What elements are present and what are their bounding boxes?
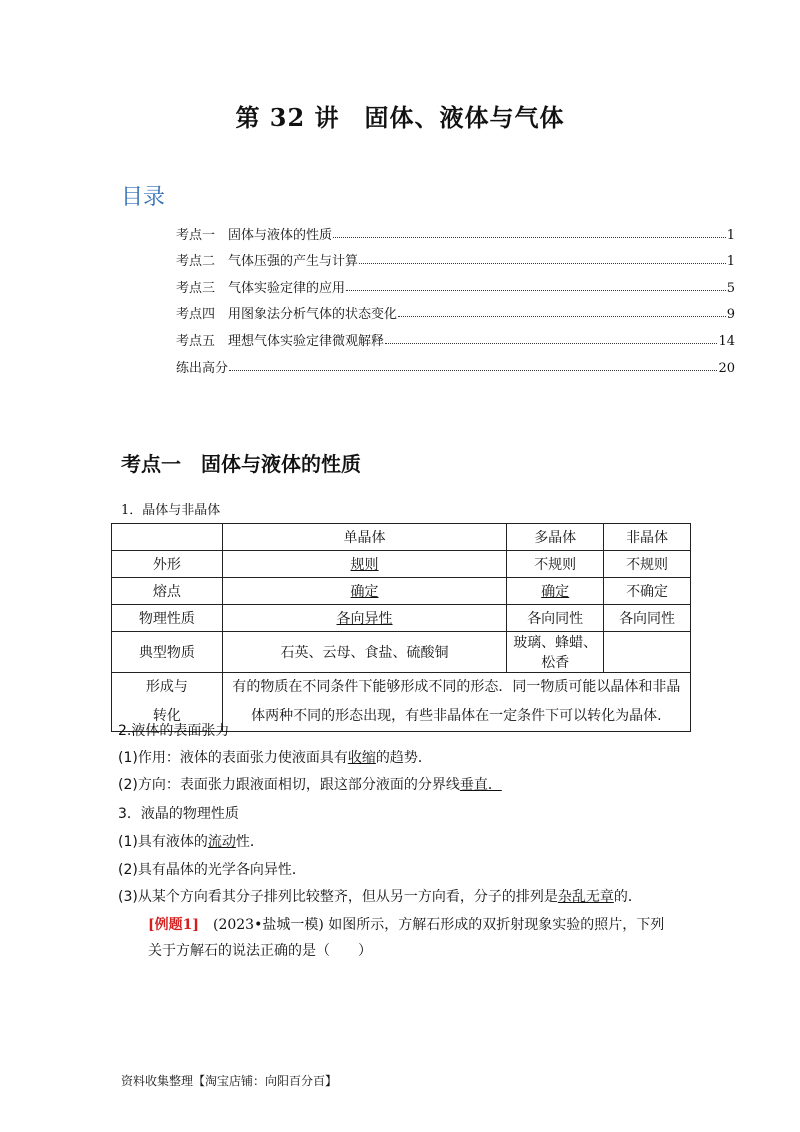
- table-cell: 典型物质: [112, 632, 223, 673]
- table-cell: 有的物质在不同条件下能够形成不同的形态．同一物质可能以晶体和非晶 体两种不同的形态出现，有些非晶体在一定条件下可以转化为晶体.: [222, 673, 690, 732]
- toc-item[interactable]: 考点五 理想气体实验定律微观解释 14: [176, 333, 735, 349]
- table-header-cell: [112, 524, 223, 551]
- table-cell: 玻璃、蜂蜡、松香: [507, 632, 604, 673]
- paragraph: (1)具有液体的流动性．: [118, 834, 264, 850]
- crystal-comparison-table: [111, 523, 691, 732]
- toc-item[interactable]: 考点二 气体压强的产生与计算 1: [176, 254, 735, 270]
- toc-item[interactable]: 考点一 固体与液体的性质 1: [176, 227, 735, 243]
- example-tag: [例题1]: [148, 917, 199, 933]
- table-cell: 不确定: [604, 578, 691, 605]
- table-row: [112, 551, 691, 578]
- table-cell: 不规则: [604, 551, 691, 578]
- subheading-crystal: 1．晶体与非晶体: [121, 503, 221, 518]
- section-title: 考点一 固体与液体的性质: [121, 452, 361, 476]
- table-header-row: [112, 524, 691, 551]
- subheading-surface-tension: 2.液体的表面张力: [118, 723, 230, 739]
- toc-heading: 目录: [121, 185, 166, 210]
- table-cell: [604, 632, 691, 673]
- example-question: [例题1] (2023•盐城一模) 如图所示，方解石形成的双折射现象实验的照片，下列关于方解石的说法正确的是（ ）: [148, 917, 665, 959]
- table-header-cell: 单晶体: [222, 524, 506, 551]
- page-title: 第 32 讲 固体、液体与气体: [235, 103, 565, 132]
- table-cell: 形成与 转化: [112, 673, 223, 732]
- table-of-contents: [176, 216, 735, 376]
- paragraph: (3)从某个方向看其分子排列比较整齐，但从另一方向看，分子的排列是杂乱无章的．: [118, 889, 642, 905]
- table-cell: 各向同性: [604, 605, 691, 632]
- table-cell: 确定: [222, 578, 506, 605]
- table-row: [112, 578, 691, 605]
- table-cell: 熔点: [112, 578, 223, 605]
- paragraph: (2)具有晶体的光学各向异性．: [118, 862, 306, 878]
- footer-note: 资料收集整理【淘宝店铺：向阳百分百】: [121, 1074, 338, 1088]
- table-cell: 确定: [507, 578, 604, 605]
- table-cell: 各向同性: [507, 605, 604, 632]
- table-row: [112, 605, 691, 632]
- table-header-cell: 非晶体: [604, 524, 691, 551]
- table-cell: 外形: [112, 551, 223, 578]
- table-cell: 各向异性: [222, 605, 506, 632]
- table-cell: 不规则: [507, 551, 604, 578]
- table-cell: 石英、云母、食盐、硫酸铜: [222, 632, 506, 673]
- toc-item[interactable]: 练出高分 20: [176, 360, 735, 376]
- table-header-cell: 多晶体: [507, 524, 604, 551]
- table-cell: 规则: [222, 551, 506, 578]
- subheading-liquid-crystal: 3．液晶的物理性质: [118, 806, 239, 822]
- paragraph: (2)方向：表面张力跟液面相切，跟这部分液面的分界线垂直．: [118, 777, 502, 793]
- toc-item[interactable]: 考点三 气体实验定律的应用 5: [176, 280, 735, 296]
- table-row: [112, 632, 691, 673]
- table-cell: 物理性质: [112, 605, 223, 632]
- paragraph: (1)作用：液体的表面张力使液面具有收缩的趋势．: [118, 750, 432, 766]
- toc-item[interactable]: 考点四 用图象法分析气体的状态变化 9: [176, 307, 735, 323]
